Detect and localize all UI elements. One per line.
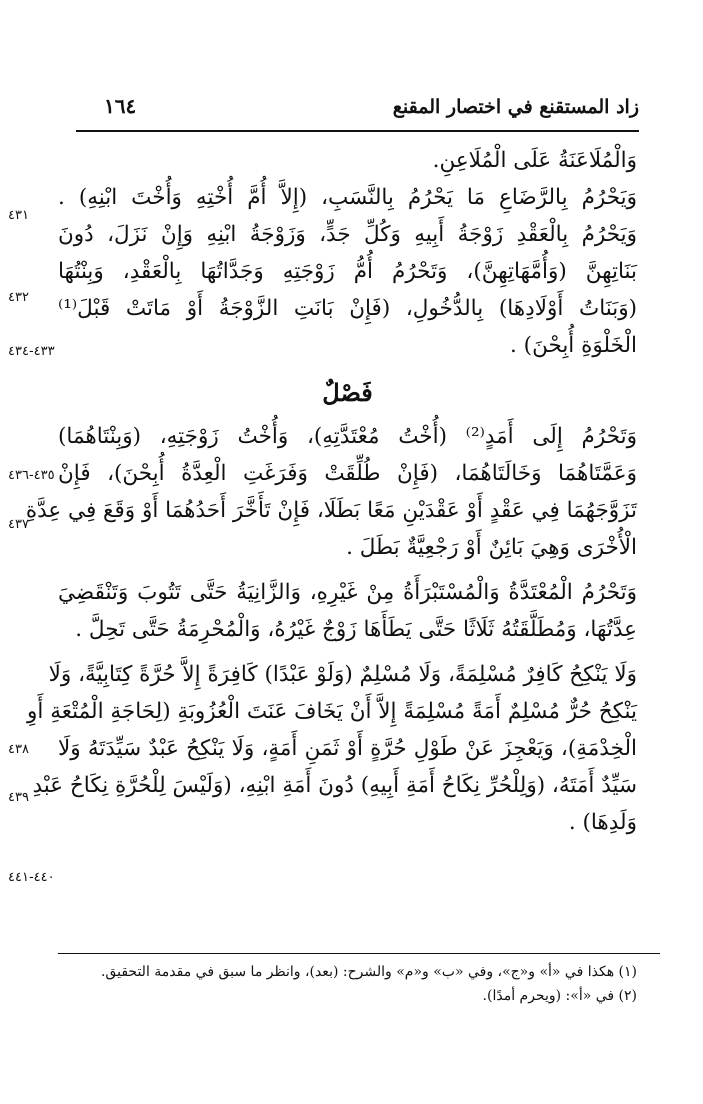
margin-number: ٤٣٣-٤٣٤ <box>8 344 55 359</box>
text-line: وَلَا يَنْكِحُ كَافِرٌ مُسْلِمَةً، وَلَا مُسْلِمٌ (وَلَوْ عَبْدًا) كَافِرَةً إِلاَّ حُرَّةً كِتَابِيَّةً، وَلَا <box>48 662 637 687</box>
text-line: وَلَدِهَا) . <box>568 810 637 835</box>
paragraph <box>58 142 637 364</box>
margin-number: ٤٣٥-٤٣٦ <box>8 468 55 483</box>
text-line: وَعَمَّتَاهُمَا وَخَالَتَاهُمَا، (فَإِنْ طُلِّقَتْ وَفَرَغَتِ الْعِدَّةُ أُبِحْنَ)، فَإِنْ <box>58 461 637 486</box>
page-number: ١٦٤ <box>104 94 137 118</box>
text-line: يَنْكِحُ حُرٌّ مُسْلِمٌ أَمَةً مُسْلِمَةً إِلاَّ أَنْ يَخَافَ عَنَتَ الْعُزُوبَةِ (لِحَاجَةِ الْمُتْعَةِ أَوِ <box>27 699 637 724</box>
text-line: وَيَحْرُمُ بِالرَّضَاعِ مَا يَحْرُمُ بِالنَّسَبِ، (إِلاَّ أُمَّ أُخْتِهِ وَأُخْتَ ابْنِهِ) . <box>58 185 637 210</box>
footnote: (٢) في «أ»: (ويحرم أمدًا). <box>482 988 637 1004</box>
text-line: (وَبَنَاتُ أَوْلَادِهَا) بِالدُّخُولِ، (فَإِنْ بَانَتِ الزَّوْجَةُ أَوْ مَاتَتْ قَبْلَ⁽¹⁾ <box>58 296 637 321</box>
margin-number: ٤٣١ <box>8 208 29 223</box>
section-heading: فَصْلٌ <box>322 378 373 407</box>
footnotes <box>58 960 637 1008</box>
text-line: بَنَاتِهِنَّ (وَأُمَّهَاتِهِنَّ)، وَتَحْرُمُ أُمُّ زَوْجَتِهِ وَجَدَّاتُهَا بِالْعَقْدِ، وَبِنْتُهَا <box>58 259 637 284</box>
text-line: الْخَلْوَةِ أُبِحْنَ) . <box>510 333 637 358</box>
text-line: عِدَّتُهَا، وَمُطَلَّقَتُهُ ثَلَاثًا حَتَّى يَطَأَهَا زَوْجٌ غَيْرُهُ، وَالْمُحْرِمَةُ حَتَّى تَحِلَّ . <box>75 617 637 642</box>
footnote: (١) هكذا في «أ» و«ج»، وفي «ب» و«م» والشرح: (بعد)، وانظر ما سبق في مقدمة التحقيق. <box>100 964 637 980</box>
paragraph <box>58 574 637 648</box>
text-line: وَيَحْرُمُ بِالْعَقْدِ زَوْجَةُ أَبِيهِ وَكُلِّ جَدٍّ، وَزَوْجَةُ ابْنِهِ وَإِنْ نَزَلَ، دُونَ <box>58 222 637 247</box>
footnote-divider <box>58 953 660 954</box>
text-line: الْأُخْرَى وَهِيَ بَائِنٌ أَوْ رَجْعِيَّةٌ بَطَلَ . <box>346 535 637 560</box>
text-line: سَيِّدٌ أَمَتَهُ، (وَلِلْحُرِّ نِكَاحُ أَمَةِ أَبِيهِ) دُونَ أَمَةِ ابْنِهِ، (وَلَيْسَ لِلْحُرَّةِ نِكَاحُ عَبْدِ <box>32 773 637 798</box>
margin-number: ٤٤٠-٤٤١ <box>8 870 55 885</box>
text-line: تَزَوَّجَهُمَا فِي عَقْدٍ أَوْ عَقْدَيْنِ مَعًا بَطَلَا، فَإِنْ تَأَخَّرَ أَحَدُهُمَا أَوْ وَقَعَ فِي عِدَّةِ <box>25 498 637 523</box>
margin-number: ٤٣٢ <box>8 290 29 305</box>
paragraph <box>27 656 637 841</box>
book-title: زاد المستقنع في اختصار المقنع <box>392 96 639 118</box>
text-line: وَتَحْرُمُ إِلَى أَمَدٍ⁽²⁾ (أُخْتُ مُعْتَدَّتِهِ)، وَأُخْتُ زَوْجَتِهِ، (وَبِنْتَاهُمَا) <box>58 424 637 449</box>
margin-number: ٤٣٨ <box>8 742 29 757</box>
text-line: وَتَحْرُمُ الْمُعْتَدَّةُ وَالْمُسْتَبْرَأَةُ مِنْ غَيْرِهِ، وَالزَّانِيَةُ حَتَّى تَتُوبَ وَتَنْقَضِيَ <box>58 580 637 605</box>
margin-number: ٤٣٧ <box>8 517 29 532</box>
text-line: وَالْمُلَاعَنَةُ عَلَى الْمُلَاعِنِ. <box>432 148 637 173</box>
page-header <box>76 88 639 132</box>
text-line: الْخِدْمَةِ)، وَيَعْجِزَ عَنْ طَوْلِ حُرَّةٍ أَوْ ثَمَنِ أَمَةٍ، وَلَا يَنْكِحُ عَبْدٌ سَيِّدَتَهُ وَلَا <box>58 736 637 761</box>
margin-number: ٤٣٩ <box>8 790 29 805</box>
